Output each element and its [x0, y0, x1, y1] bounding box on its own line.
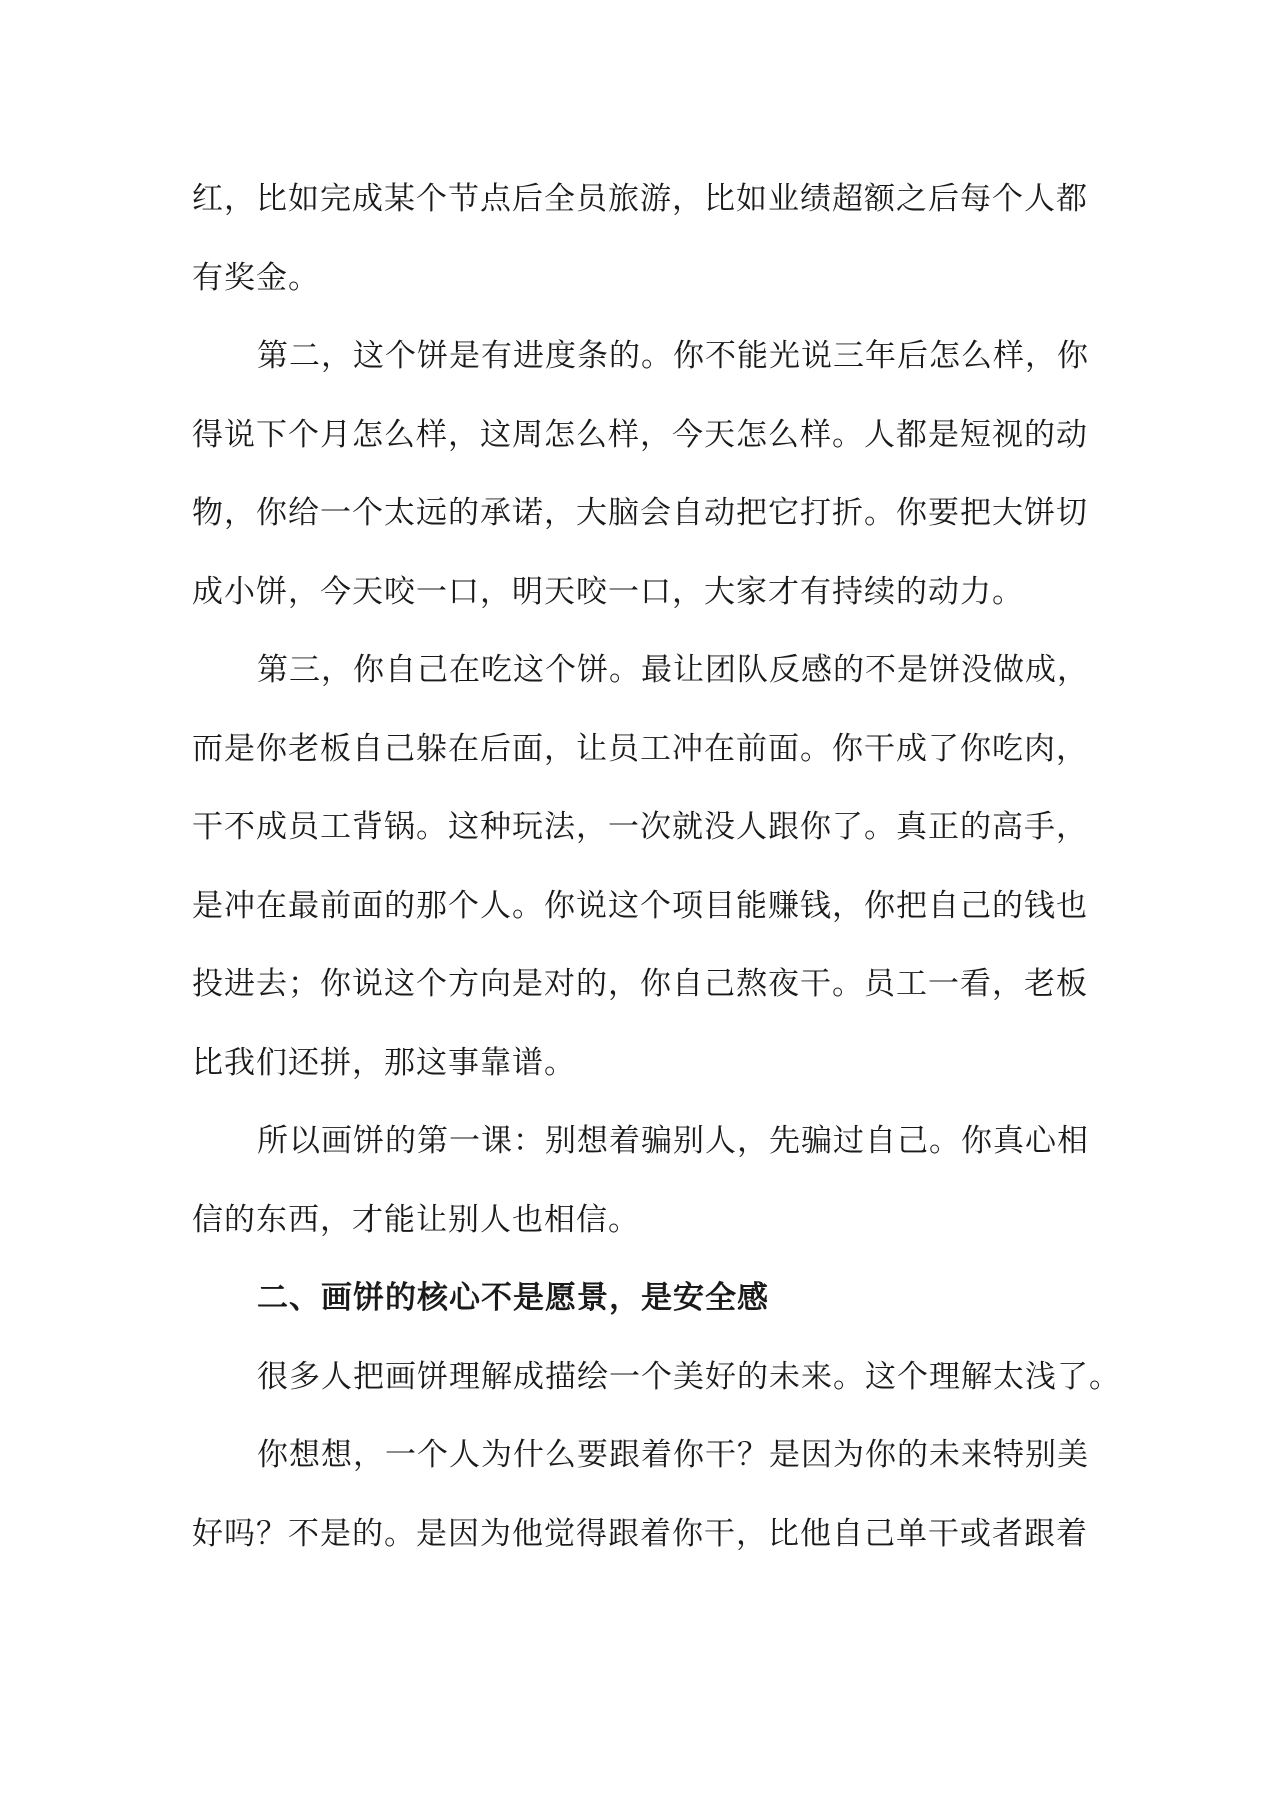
text-line: 干不成员工背锅。这种玩法，一次就没人跟你了。真正的高手， [192, 809, 1088, 845]
paragraph-start-line: 很多人把画饼理解成描绘一个美好的未来。这个理解太浅了。 [257, 1358, 1121, 1395]
text-line: 信的东西，才能让别人也相信。 [192, 1201, 640, 1238]
text-line: 是冲在最前面的那个人。你说这个项目能赚钱，你把自己的钱也 [192, 887, 1088, 924]
paragraph-start-line: 所以画饼的第一课：别想着骗别人，先骗过自己。你真心相 [257, 1123, 1089, 1159]
text-line: 有奖金。 [192, 259, 320, 296]
paragraph-start-line: 第三，你自己在吃这个饼。最让团队反感的不是饼没做成， [257, 652, 1089, 688]
text-line: 成小饼，今天咬一口，明天咬一口，大家才有持续的动力。 [192, 573, 1024, 610]
text-line: 物，你给一个太远的承诺，大脑会自动把它打折。你要把大饼切 [192, 495, 1088, 531]
paragraph-start-line: 你想想，一个人为什么要跟着你干？是因为你的未来特别美 [257, 1437, 1089, 1473]
paragraph-start-line: 第二，这个饼是有进度条的。你不能光说三年后怎么样，你 [257, 338, 1089, 374]
section-heading: 二、画饼的核心不是愿景，是安全感 [257, 1280, 769, 1316]
text-line: 而是你老板自己躲在后面，让员工冲在前面。你干成了你吃肉， [192, 730, 1088, 767]
text-line: 投进去；你说这个方向是对的，你自己熬夜干。员工一看，老板 [192, 966, 1088, 1002]
text-line: 红，比如完成某个节点后全员旅游，比如业绩超额之后每个人都 [192, 181, 1088, 217]
text-line: 得说下个月怎么样，这周怎么样，今天怎么样。人都是短视的动 [192, 416, 1088, 453]
text-line: 比我们还拼，那这事靠谱。 [192, 1044, 576, 1081]
document-body [192, 160, 1121, 1573]
text-line: 好吗？不是的。是因为他觉得跟着你干，比他自己单干或者跟着 [192, 1515, 1088, 1552]
